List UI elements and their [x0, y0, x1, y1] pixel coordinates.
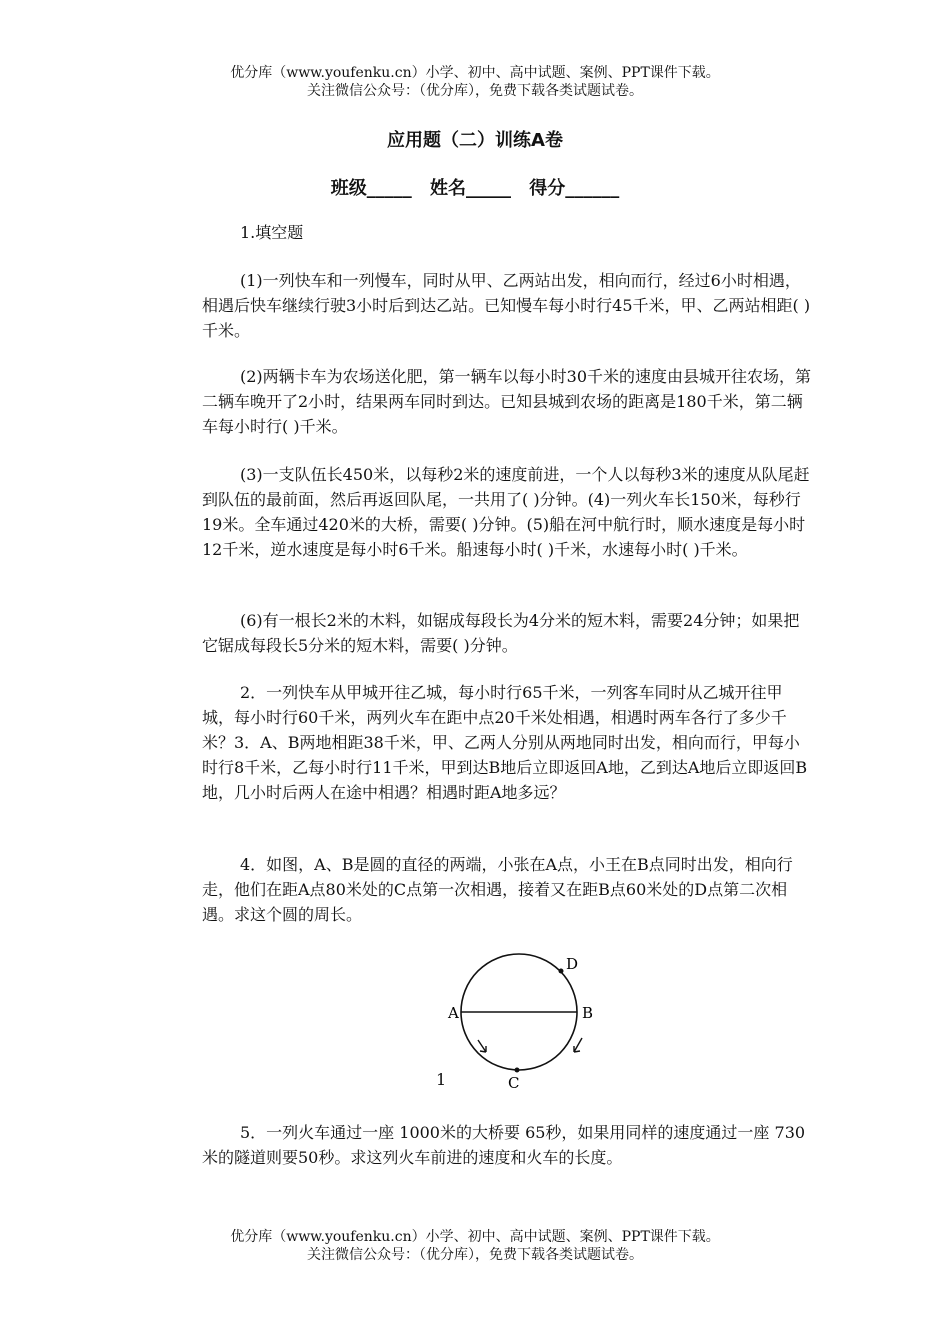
question-1-1-text: (1)一列快车和一列慢车，同时从甲、乙两站出发，相向而行，经过6小时相遇，相遇后快车继续行驶3小时后到达乙站。已知慢车每小时行45千米，甲、乙两站相距( )千米。 — [202, 271, 811, 340]
figure-number: 1 — [436, 1070, 447, 1089]
question-1-3-5-text: (3)一支队伍长450米，以每秒2米的速度前进，一个人以每秒3米的速度从队尾赶到队伍的最前面，然后再返回队尾，一共用了( )分钟。(4)一列火车长150米，每秒行19米。全车通过420米的大桥，需要( )分钟。(5)船在河中航行时，顺水速度是每小时12千米，逆水速度是每小时6千米。船速每小时( )千米，水速每小时( )千米。 — [202, 465, 810, 559]
footer-line-2: 关注微信公众号：（优分库），免费下载各类试题试卷。 — [307, 1247, 643, 1263]
section-1-heading-block — [202, 220, 812, 245]
section-1-heading: 1.填空题 — [240, 223, 304, 242]
footer-line-1: 优分库（www.youfenku.cn）小学、初中、高中试题、案例、PPT课件下载。 — [230, 1229, 720, 1245]
header-line-1: 优分库（www.youfenku.cn）小学、初中、高中试题、案例、PPT课件下载。 — [230, 65, 720, 81]
student-info — [0, 174, 950, 200]
arrow-left-icon — [478, 1040, 486, 1052]
arrow-right-icon — [574, 1038, 582, 1052]
class-field: 班级_____ — [330, 178, 412, 199]
label-c: C — [508, 1074, 520, 1092]
question-4-text: 4．如图，A、B是圆的直径的两端，小张在A点，小王在B点同时出发，相向行走，他们在距A点80米处的C点第一次相遇，接着又在距B点60米处的D点第二次相遇。求这个圆的周长。 — [202, 855, 793, 924]
label-b: B — [582, 1004, 594, 1022]
question-1-2-text: (2)两辆卡车为农场送化肥，第一辆车以每小时30千米的速度由县城开往农场，第二辆车晚开了2小时，结果两车同时到达。已知县城到农场的距离是180千米，第二辆车每小时行( )千米。 — [202, 367, 812, 436]
question-2-3-text: 2．一列快车从甲城开往乙城，每小时行65千米，一列客车同时从乙城开往甲城，每小时行60千米，两列火车在距中点20千米处相遇，相遇时两车各行了多少千米？3．A、B两地相距38千米，甲、乙两人分别从两地同时出发，相向而行，甲每小时行8千米，乙每小时行11千米，甲到达B地后立即返回A地，乙到达A地后立即返回B地，几小时后两人在途中相遇？相遇时距A地多远？ — [202, 683, 808, 802]
score-field: 得分______ — [529, 178, 620, 199]
point-c — [515, 1068, 520, 1073]
question-2-3 — [202, 680, 812, 805]
label-a: A — [448, 1004, 459, 1022]
label-d: D — [566, 955, 579, 973]
header-line-2: 关注微信公众号：（优分库），免费下载各类试题试卷。 — [307, 83, 643, 99]
question-1-2 — [202, 364, 812, 439]
question-5 — [202, 1120, 812, 1170]
page-header — [0, 64, 950, 100]
question-1-1 — [202, 268, 812, 343]
question-1-6-text: (6)有一根长2米的木料，如锯成每段长为4分米的短木料，需要24分钟；如果把它锯成每段长5分米的短木料，需要( )分钟。 — [202, 611, 800, 655]
question-4 — [202, 852, 812, 927]
circle-diagram — [434, 952, 604, 1092]
point-d — [559, 969, 564, 974]
question-1-6 — [202, 608, 812, 658]
question-1-3-5 — [202, 462, 812, 562]
page-footer — [0, 1228, 950, 1264]
page-title: 应用题（二）训练A卷 — [387, 130, 563, 151]
name-field: 姓名_____ — [430, 178, 511, 199]
question-5-text: 5．一列火车通过一座 1000米的大桥要 65秒，如果用同样的速度通过一座 730米的隧道则要50秒。求这列火车前进的速度和火车的长度。 — [202, 1123, 806, 1167]
